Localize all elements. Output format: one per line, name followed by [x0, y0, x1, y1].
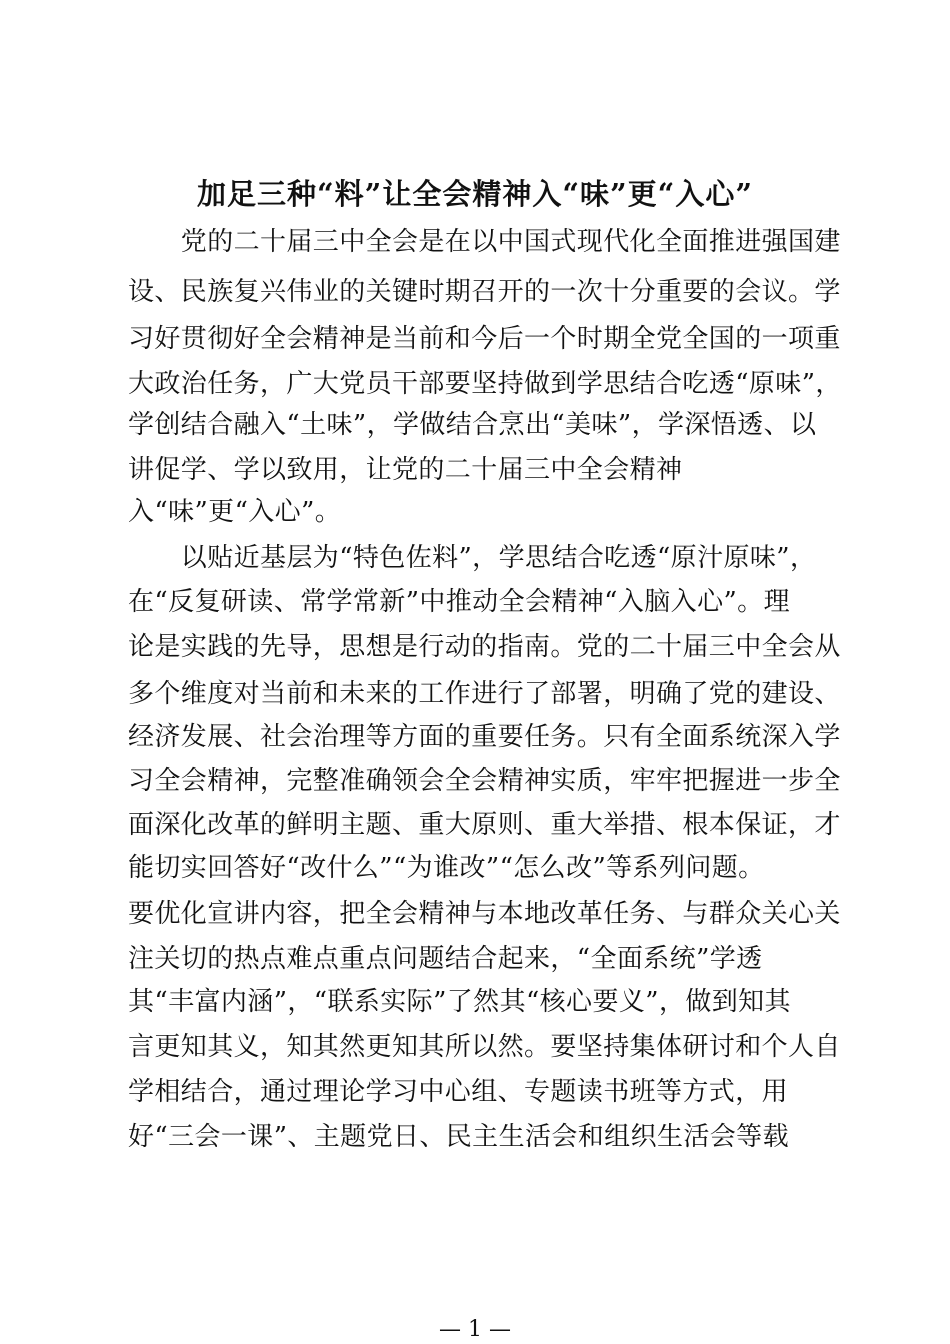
page-number: — 1 — [439, 1317, 511, 1342]
text-line: 其“丰富内涵”，“联系实际”了然其“核心要义”，做到知其 [128, 987, 791, 1017]
text-line: 多个维度对当前和未来的工作进行了部署，明确了党的建设、 [128, 679, 841, 709]
text-line: 讲促学、学以致用，让党的二十届三中全会精神 [128, 455, 683, 485]
text-line: 面深化改革的鲜明主题、重大原则、重大举措、根本保证，才 [128, 810, 841, 840]
text-line: 言更知其义，知其然更知其所以然。要坚持集体研讨和个人自 [128, 1032, 841, 1062]
text-line: 论是实践的先导，思想是行动的指南。党的二十届三中全会从 [128, 632, 841, 662]
text-line: 入“味”更“入心”。 [128, 497, 342, 527]
page-title: 加足三种“料”让全会精神入“味”更“入心” [196, 177, 754, 211]
text-line: 经济发展、社会治理等方面的重要任务。只有全面系统深入学 [128, 722, 841, 752]
text-line: 习好贯彻好全会精神是当前和今后一个时期全党全国的一项重 [128, 324, 841, 354]
text-line: 注关切的热点难点重点问题结合起来，“全面系统”学透 [128, 944, 763, 974]
text-line: 大政治任务，广大党员干部要坚持做到学思结合吃透“原味”， [128, 369, 842, 399]
text-line: 习全会精神，完整准确领会全会精神实质，牢牢把握进一步全 [128, 766, 841, 796]
text-line: 设、民族复兴伟业的关键时期召开的一次十分重要的会议。学 [128, 277, 841, 307]
text-line: 学相结合，通过理论学习中心组、专题读书班等方式，用 [128, 1077, 789, 1107]
text-line: 党的二十届三中全会是在以中国式现代化全面推进强国建 [128, 227, 841, 257]
text-line: 以贴近基层为“特色佐料”，学思结合吃透“原汁原味”， [128, 543, 817, 573]
text-line: 学创结合融入“土味”，学做结合烹出“美味”，学深悟透、以 [128, 410, 817, 440]
text-line: 在“反复研读、常学常新”中推动全会精神“入脑入心”。理 [128, 587, 790, 617]
text-line: 好“三会一课”、主题党日、民主生活会和组织生活会等载 [128, 1122, 789, 1152]
text-line: 能切实回答好“改什么”“为谁改”“怎么改”等系列问题。 [128, 853, 765, 883]
text-line: 要优化宣讲内容，把全会精神与本地改革任务、与群众关心关 [128, 899, 841, 929]
